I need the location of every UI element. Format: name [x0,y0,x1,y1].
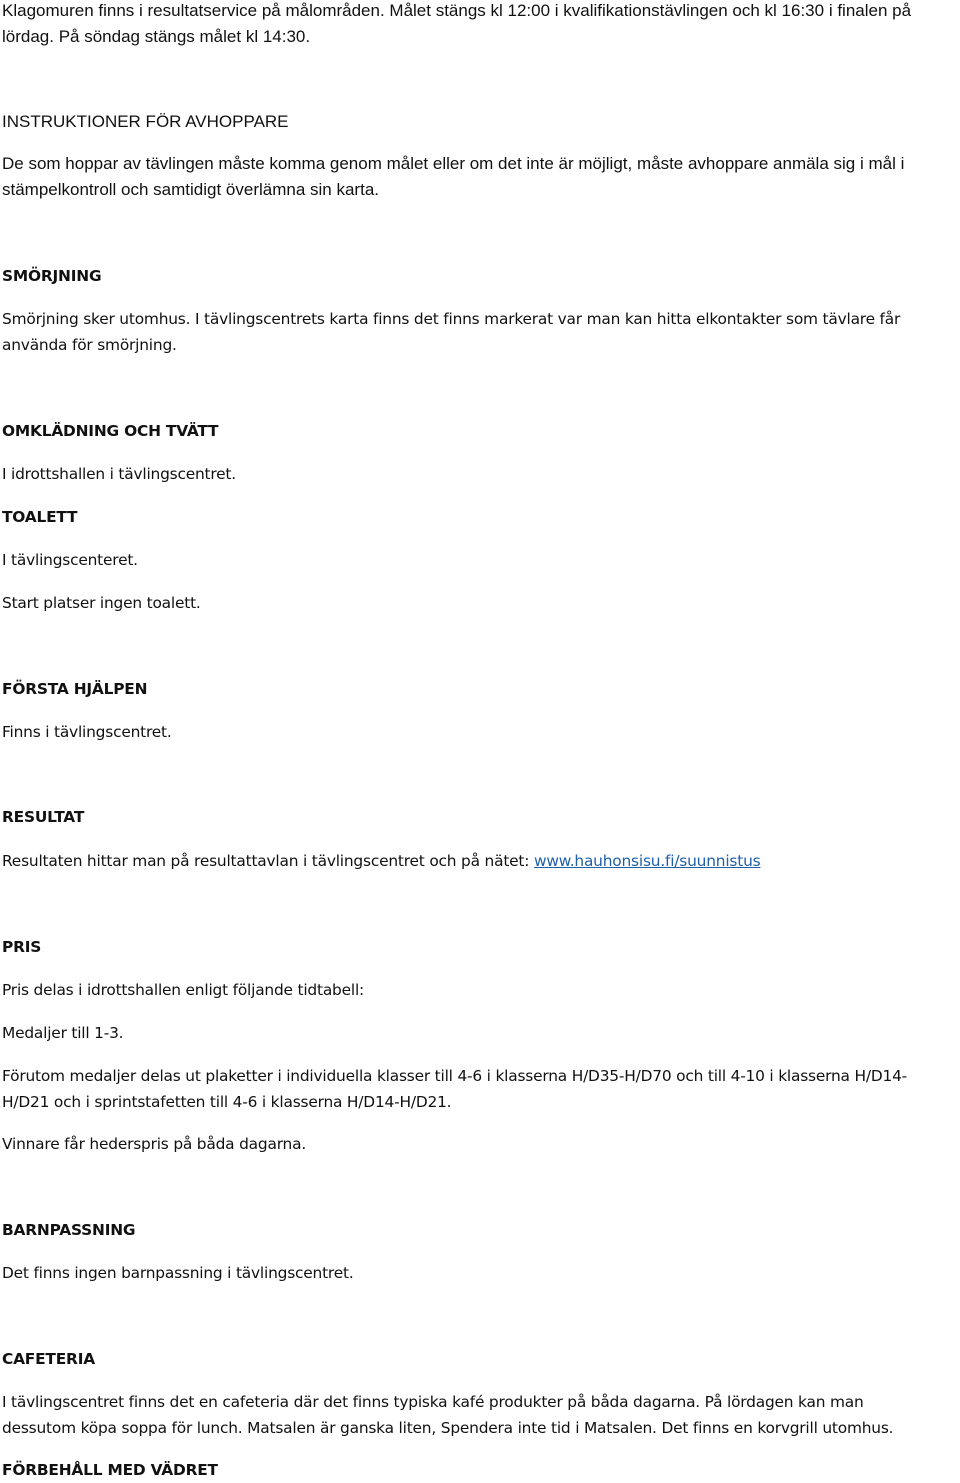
avhoppare-line-1: De som hoppar av tävlingen måste komma genom målet eller om det inte är möjligt, måste avhoppare anmäla sig i mål i [2,154,905,173]
smorjning-line-1: Smörjning sker utomhus. I tävlingscentrets karta finns det finns markerat var man kan hitta elkontakter som tävlare får [2,310,901,328]
omkladning-text: I idrottshallen i tävlingscentret. [2,465,236,483]
resultat-text [2,848,956,874]
pris-text-1: Pris delas i idrottshallen enligt följande tidtabell: [2,981,365,999]
pris-text-3-line-2: H/D21 och i sprintstafetten till 4-6 i klasserna H/D14-H/D21. [2,1093,452,1111]
pris-heading: PRIS [2,938,42,956]
cafeteria-line-1: I tävlingscentret finns det en cafeteria där det finns typiska kafé produkter på båda dagarna. På lördagen kan man [2,1393,864,1411]
intro-line-2: lördag. På söndag stängs målet kl 14:30. [2,27,311,46]
resultat-link[interactable]: www.hauhonsisu.fi/suunnistus [533,852,761,870]
vadret-heading: FÖRBEHÅLL MED VÄDRET [2,1461,218,1479]
cafeteria-heading: CAFETERIA [2,1350,95,1368]
avhoppare-heading: INSTRUKTIONER FÖR AVHOPPARE [2,112,289,131]
pris-text-3-line-1: Förutom medaljer delas ut plaketter i individuella klasser till 4-6 i klasserna H/D35-H/D70 och till 4-10 i klasserna H/D14- [2,1067,908,1085]
cafeteria-line-2: dessutom köpa soppa för lunch. Matsalen är ganska liten, Spendera inte tid i Matsalen. Det finns en korvgrill utomhus. [2,1419,894,1437]
smorjning-heading: SMÖRJNING [2,267,102,285]
toalett-text-1: I tävlingscenteret. [2,551,138,569]
smorjning-line-2: använda för smörjning. [2,336,177,354]
toalett-heading: TOALETT [2,508,78,526]
forsta-hjalpen-text: Finns i tävlingscentret. [2,723,172,741]
resultat-text-label: Resultaten hittar man på resultattavlan i tävlingscentret och på nätet: [2,852,534,870]
toalett-text-2: Start platser ingen toalett. [2,594,201,612]
intro-line-1: Klagomuren finns i resultatservice på målområden. Målet stängs kl 12:00 i kvalifikationstävlingen och kl 16:30 i finalen på [2,1,912,20]
barnpassning-heading: BARNPASSNING [2,1221,136,1239]
resultat-heading: RESULTAT [2,808,85,826]
barnpassning-text: Det finns ingen barnpassning i tävlingscentret. [2,1264,354,1282]
forsta-hjalpen-heading: FÖRSTA HJÄLPEN [2,680,148,698]
pris-text-4: Vinnare får hederspris på båda dagarna. [2,1135,307,1153]
avhoppare-line-2: stämpelkontroll och samtidigt överlämna sin karta. [2,180,379,199]
omkladning-heading: OMKLÄDNING OCH TVÄTT [2,422,219,440]
pris-text-2: Medaljer till 1-3. [2,1024,124,1042]
